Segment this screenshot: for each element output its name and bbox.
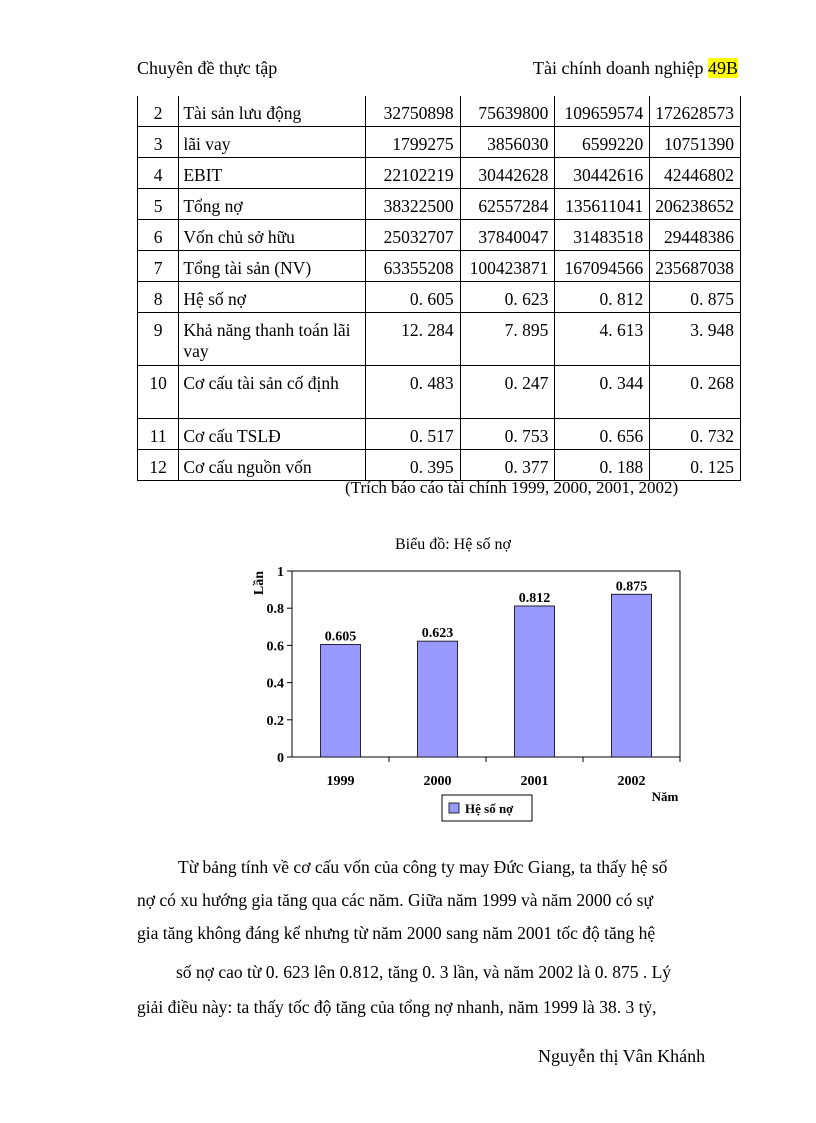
value-1999: 0. 605 bbox=[365, 282, 460, 313]
row-number: 5 bbox=[138, 189, 179, 220]
y-axis-label: Lần bbox=[252, 570, 267, 596]
value-1999: 25032707 bbox=[365, 220, 460, 251]
row-label: Tài sản lưu động bbox=[179, 96, 366, 127]
bar-value-label: 0.812 bbox=[518, 590, 551, 606]
row-label: Tổng tài sản (NV) bbox=[179, 251, 366, 282]
value-1999: 0. 395 bbox=[365, 450, 460, 481]
row-label: lãi vay bbox=[179, 127, 366, 158]
author-signature: Nguyễn thị Vân Khánh bbox=[538, 1046, 706, 1066]
source-note: (Trích báo cáo tài chính 1999, 2000, 2001, 2002) bbox=[345, 478, 679, 497]
header-right-text: Tài chính doanh nghiệp bbox=[533, 58, 708, 78]
paragraph-line: Từ bảng tính về cơ cấu vốn của công ty may Đức Giang, ta thấy hệ số bbox=[178, 857, 668, 877]
value-2001: 0. 344 bbox=[555, 366, 650, 419]
value-2001: 0. 656 bbox=[555, 419, 650, 450]
value-1999: 12. 284 bbox=[365, 313, 460, 366]
header-left-title: Chuyên đề thực tập bbox=[137, 58, 278, 78]
row-number: 11 bbox=[138, 419, 179, 450]
paragraph-line: giải điều này: ta thấy tốc độ tăng của tổng nợ nhanh, năm 1999 là 38. 3 tỷ, bbox=[137, 997, 657, 1017]
bar bbox=[515, 606, 555, 757]
value-2001: 109659574 bbox=[555, 96, 650, 127]
value-2000: 75639800 bbox=[460, 96, 555, 127]
value-2001: 0. 188 bbox=[555, 450, 650, 481]
value-1999: 1799275 bbox=[365, 127, 460, 158]
value-1999: 63355208 bbox=[365, 251, 460, 282]
bar bbox=[418, 641, 458, 757]
row-label: Tổng nợ bbox=[179, 189, 366, 220]
row-label: Khả năng thanh toán lãi vay bbox=[179, 313, 366, 366]
row-number: 4 bbox=[138, 158, 179, 189]
table-row bbox=[138, 313, 741, 366]
y-tick-label: 1 bbox=[277, 565, 284, 580]
table-row bbox=[138, 366, 741, 419]
table-row bbox=[138, 419, 741, 450]
value-1999: 0. 517 bbox=[365, 419, 460, 450]
value-2000: 30442628 bbox=[460, 158, 555, 189]
bar bbox=[321, 644, 361, 757]
value-2001: 167094566 bbox=[555, 251, 650, 282]
value-2002: 0. 268 bbox=[650, 366, 741, 419]
y-tick-label: 0.2 bbox=[266, 713, 284, 729]
bar bbox=[612, 594, 652, 757]
table-row bbox=[138, 450, 741, 481]
value-2001: 31483518 bbox=[555, 220, 650, 251]
value-2002: 206238652 bbox=[650, 189, 741, 220]
value-2002: 29448386 bbox=[650, 220, 741, 251]
row-number: 6 bbox=[138, 220, 179, 251]
row-number: 2 bbox=[138, 96, 179, 127]
table-row bbox=[138, 96, 741, 127]
row-label: Cơ cấu TSLĐ bbox=[179, 419, 366, 450]
row-label: Cơ cấu tài sản cố định bbox=[179, 366, 366, 419]
value-2001: 0. 812 bbox=[555, 282, 650, 313]
value-2001: 135611041 bbox=[555, 189, 650, 220]
paragraph-line: gia tăng không đáng kể nhưng từ năm 2000 sang năm 2001 tốc độ tăng hệ bbox=[137, 923, 656, 943]
financial-table bbox=[137, 96, 741, 481]
paragraph-line: số nợ cao từ 0. 623 lên 0.812, tăng 0. 3 lần, và năm 2002 là 0. 875 . Lý bbox=[176, 962, 672, 982]
value-2002: 3. 948 bbox=[650, 313, 741, 366]
row-label: Vốn chủ sở hữu bbox=[179, 220, 366, 251]
value-2002: 42446802 bbox=[650, 158, 741, 189]
x-tick-label: 2002 bbox=[617, 774, 646, 789]
row-label: Hệ số nợ bbox=[179, 282, 366, 313]
legend-swatch bbox=[449, 803, 459, 813]
value-2001: 6599220 bbox=[555, 127, 650, 158]
y-tick-label: 0.8 bbox=[266, 602, 284, 618]
table-row bbox=[138, 127, 741, 158]
debt-ratio-chart bbox=[230, 525, 690, 825]
row-number: 9 bbox=[138, 313, 179, 366]
row-label: Cơ cấu nguồn vốn bbox=[179, 450, 366, 481]
value-1999: 38322500 bbox=[365, 189, 460, 220]
value-2002: 10751390 bbox=[650, 127, 741, 158]
x-axis-label: Năm bbox=[651, 789, 679, 804]
bar-value-label: 0.875 bbox=[615, 579, 648, 595]
value-2000: 37840047 bbox=[460, 220, 555, 251]
value-2001: 30442616 bbox=[555, 158, 650, 189]
legend-label: Hệ số nợ bbox=[465, 801, 514, 816]
row-number: 3 bbox=[138, 127, 179, 158]
value-2000: 7. 895 bbox=[460, 313, 555, 366]
value-2002: 235687038 bbox=[650, 251, 741, 282]
value-1999: 32750898 bbox=[365, 96, 460, 127]
value-2000: 62557284 bbox=[460, 189, 555, 220]
x-tick-label: 2001 bbox=[520, 774, 549, 789]
value-2000: 0. 623 bbox=[460, 282, 555, 313]
value-2001: 4. 613 bbox=[555, 313, 650, 366]
row-number: 12 bbox=[138, 450, 179, 481]
value-2000: 0. 247 bbox=[460, 366, 555, 419]
bar-value-label: 0.605 bbox=[324, 629, 357, 645]
y-tick-label: 0.6 bbox=[266, 639, 284, 655]
bar-value-label: 0.623 bbox=[421, 626, 454, 642]
chart-title: Biểu đồ: Hệ số nợ bbox=[394, 536, 512, 553]
value-2000: 100423871 bbox=[460, 251, 555, 282]
table-row bbox=[138, 189, 741, 220]
class-highlight: 49B bbox=[707, 58, 738, 78]
x-tick-label: 2000 bbox=[423, 774, 452, 789]
table-row bbox=[138, 220, 741, 251]
value-2000: 0. 753 bbox=[460, 419, 555, 450]
row-number: 8 bbox=[138, 282, 179, 313]
value-1999: 22102219 bbox=[365, 158, 460, 189]
row-number: 10 bbox=[138, 366, 179, 419]
value-2000: 0. 377 bbox=[460, 450, 555, 481]
x-tick-label: 1999 bbox=[326, 774, 355, 789]
table-row bbox=[138, 158, 741, 189]
value-1999: 0. 483 bbox=[365, 366, 460, 419]
value-2002: 0. 875 bbox=[650, 282, 741, 313]
value-2000: 3856030 bbox=[460, 127, 555, 158]
value-2002: 0. 732 bbox=[650, 419, 741, 450]
y-tick-label: 0.4 bbox=[266, 676, 284, 692]
table-row bbox=[138, 251, 741, 282]
value-2002: 172628573 bbox=[650, 96, 741, 127]
header-right-title bbox=[533, 58, 738, 79]
y-tick-label: 0 bbox=[277, 751, 284, 766]
row-label: EBIT bbox=[179, 158, 366, 189]
value-2002: 0. 125 bbox=[650, 450, 741, 481]
table-row bbox=[138, 282, 741, 313]
row-number: 7 bbox=[138, 251, 179, 282]
paragraph-line: nợ có xu hướng gia tăng qua các năm. Giữa năm 1999 và năm 2000 có sự bbox=[137, 890, 653, 910]
